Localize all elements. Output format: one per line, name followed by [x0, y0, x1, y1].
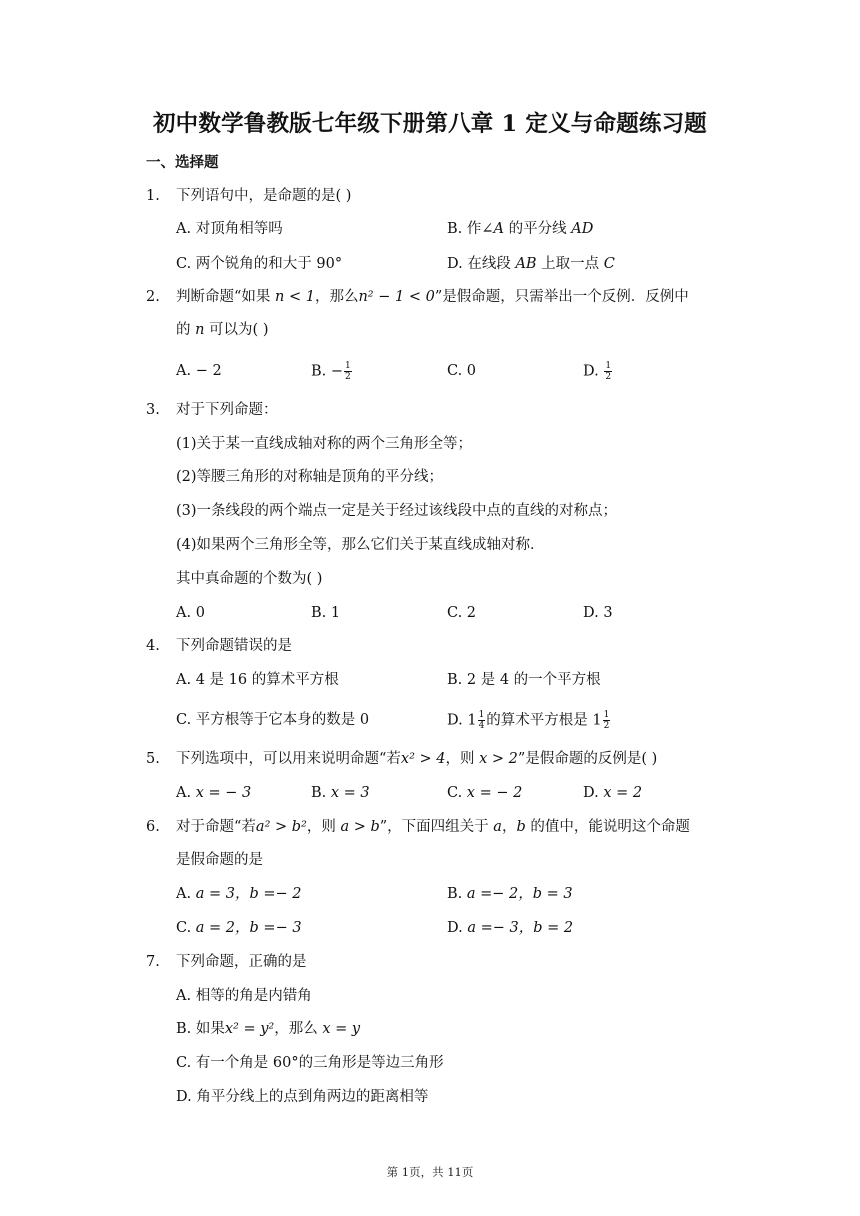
option-c: C. 平方根等于它本身的数是 0 [176, 712, 370, 728]
question-number: 2. [146, 289, 160, 305]
question-stem: 判断命题“如果 n < 1，那么n² − 1 < 0”是假命题，只需举出一个反例．反例中 [176, 289, 689, 305]
option-c: C. x = − 2 [447, 785, 523, 801]
option-b: B. 2 是 4 的一个平方根 [447, 672, 601, 688]
option-d: D. a =− 3，b = 2 [447, 920, 574, 936]
question-number: 7. [146, 954, 160, 970]
statement-2: (2)等腰三角形的对称轴是顶角的平分线； [176, 469, 444, 485]
question-number: 6. [146, 819, 160, 835]
fraction: $\frac{1}{2}$ [345, 361, 351, 382]
option-d: D. x = 2 [583, 785, 643, 801]
option-a: A. 4 是 16 的算术平方根 [176, 672, 339, 688]
option-d: D. 1 $\frac{1}{4}$ 的算术平方根是 1 $\frac{1}{2}$ [447, 710, 610, 731]
option-d: D. $\frac{1}{2}$ [583, 361, 612, 382]
option-a: A. − 2 [176, 363, 222, 379]
question-stem: 对于命题“若a² > b²，则 a > b”，下面四组关于 a，b 的值中，能说明这个命题 [176, 819, 690, 835]
option-b: B. x = 3 [311, 785, 370, 801]
question-stem-line2: 是假命题的是 [176, 852, 263, 868]
option-a: A. 0 [176, 605, 205, 621]
option-c: C. 有一个角是 60°的三角形是等边三角形 [176, 1055, 444, 1071]
statement-4: (4)如果两个三角形全等，那么它们关于某直线成轴对称． [176, 537, 545, 553]
option-d: D. 3 [583, 605, 613, 621]
option-a: A. x = − 3 [176, 785, 252, 801]
page-footer: 第 1页，共 11页 [386, 1165, 474, 1179]
option-c: C. a = 2，b =− 3 [176, 920, 302, 936]
question-number: 1. [146, 188, 160, 204]
option-d: D. 在线段 AB 上取一点 C [447, 256, 615, 272]
option-b: B. a =− 2，b = 3 [447, 886, 573, 902]
question-stem-line2: 的 n 可以为( ) [176, 322, 269, 338]
fraction: $\frac{1}{4}$ [478, 710, 485, 731]
question-number: 3. [146, 402, 160, 418]
option-c: C. 2 [447, 605, 477, 621]
option-d: D. 角平分线上的点到角两边的距离相等 [176, 1089, 429, 1105]
document-title: 初中数学鲁教版七年级下册第八章 1 定义与命题练习题 [152, 111, 708, 137]
fraction: $\frac{1}{2}$ [605, 361, 612, 382]
fraction: $\frac{1}{2}$ [603, 710, 610, 731]
question-number: 4. [146, 638, 160, 654]
option-c: C. 两个锐角的和大于 90° [176, 256, 343, 272]
option-a: A. a = 3，b =− 2 [176, 886, 302, 902]
section-heading: 一、选择题 [146, 154, 219, 171]
option-b: B. 1 [311, 605, 341, 621]
question-ask: 其中真命题的个数为( ) [176, 571, 323, 587]
question-stem: 下列语句中，是命题的是( ) [176, 188, 352, 204]
option-b: B. 作∠A 的平分线 AD [447, 221, 594, 237]
question-stem: 下列选项中，可以用来说明命题“若x² > 4，则 x > 2”是假命题的反例是( ) [176, 751, 658, 767]
statement-3: (3)一条线段的两个端点一定是关于经过该线段中点的直线的对称点； [176, 503, 618, 519]
option-a: A. 对顶角相等吗 [176, 221, 283, 237]
statement-1: (1)关于某一直线成轴对称的两个三角形全等； [176, 436, 473, 452]
option-a: A. 相等的角是内错角 [176, 988, 312, 1004]
question-stem: 下列命题，正确的是 [176, 954, 307, 970]
option-b: B. 如果x² = y²，那么 x = y [176, 1021, 361, 1037]
question-stem: 下列命题错误的是 [176, 638, 292, 654]
option-c: C. 0 [447, 363, 477, 379]
option-b: B. − $\frac{1}{2}$ [311, 361, 351, 382]
question-number: 5. [146, 751, 160, 767]
question-stem: 对于下列命题： [176, 402, 278, 418]
